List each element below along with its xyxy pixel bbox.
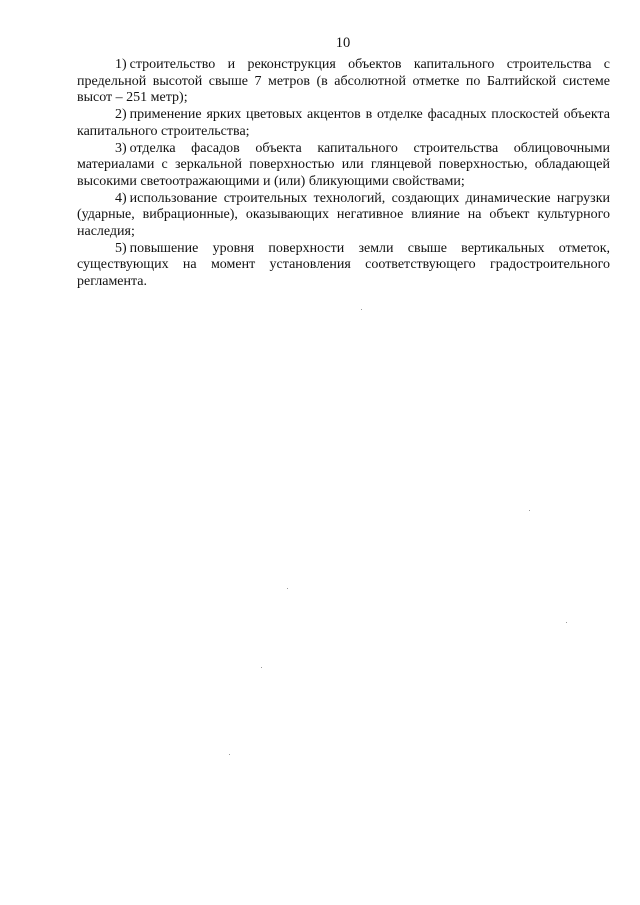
item-text: применение ярких цветовых акцентов в отделке фасадных плоскостей объекта капитального строительства; <box>77 107 610 139</box>
item-text: повышение уровня поверхности земли свыше вертикальных отметок, существующих на момент установления соответствующего градостроительного регламента. <box>77 240 610 290</box>
item-number: 2) <box>115 107 127 123</box>
scan-speck <box>529 510 530 511</box>
item-number: 3) <box>115 140 127 156</box>
scan-speck <box>229 754 230 755</box>
item-number: 4) <box>115 190 127 206</box>
item-number: 1) <box>115 57 127 72</box>
scan-speck <box>566 622 567 623</box>
scan-speck <box>287 588 288 589</box>
list-item <box>77 141 610 191</box>
restrictions-list <box>77 57 610 291</box>
list-item <box>77 191 610 241</box>
list-item <box>77 107 610 140</box>
item-number: 5) <box>115 240 127 256</box>
scan-speck <box>261 667 262 668</box>
list-item <box>77 241 610 291</box>
item-text: использование строительных технологий, создающих динамические нагрузки (ударные, вибрационные), оказывающих негативное влияние на объект культурного наследия; <box>77 190 610 240</box>
list-item <box>77 57 610 107</box>
item-text: отделка фасадов объекта капитального строительства облицовочными материалами с зеркальной поверхностью или глянцевой поверхностью, обладающей высокими светоотражающими и (или) бликующими свойствами; <box>77 140 610 189</box>
scan-speck <box>361 309 362 310</box>
item-text: строительство и реконструкция объектов капитального строительства с предельной высотой свыше 7 метров (в абсолютной отметке по Балтийской системе высот – 251 метр); <box>77 57 610 106</box>
page-number: 10 <box>335 35 351 51</box>
